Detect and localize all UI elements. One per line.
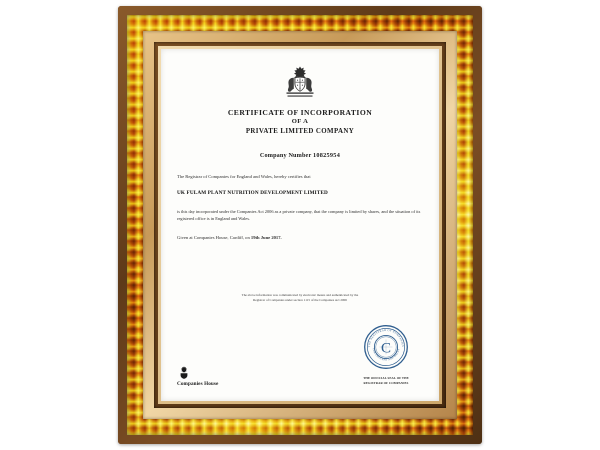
company-number-value: 10825954 <box>312 152 341 160</box>
certificate-title-line-1: CERTIFICATE OF INCORPORATION <box>227 108 373 117</box>
seal-caption-line-1: THE OFFICIAL SEAL OF THE <box>363 376 409 381</box>
official-seal <box>349 324 423 385</box>
companies-house-label: Companies House <box>177 381 219 387</box>
given-at-line <box>177 235 423 240</box>
certificate-content <box>161 49 439 401</box>
company-number-label: Company Number <box>259 152 312 160</box>
given-at-prefix: Given at Companies House, Cardiff, on <box>177 234 251 240</box>
svg-text:C: C <box>380 340 392 357</box>
given-at-date: 19th June 2017. <box>250 234 282 240</box>
official-seal-caption <box>349 376 423 385</box>
certificate-document <box>161 49 439 401</box>
footnote-line-1: The above information was communicated by electronic means and authenticated by the <box>241 293 359 297</box>
svg-text:THE REGISTRAR OF COMPANIES: THE REGISTRAR OF COMPANIES <box>367 329 405 348</box>
seal-caption-line-2: REGISTRAR OF COMPANIES <box>363 380 409 385</box>
svg-text:FOR ENGLAND AND WALES: FOR ENGLAND AND WALES <box>371 348 401 362</box>
certificate-title-line-2: OF A <box>291 118 309 126</box>
official-seal-icon <box>363 324 409 370</box>
electronic-authentication-footnote <box>183 293 417 304</box>
royal-coat-of-arms-icon <box>279 65 321 99</box>
certificate-title <box>177 108 423 136</box>
company-name: UK FULAM PLANT NUTRITION DEVELOPMENT LIMITED <box>177 189 328 196</box>
incorporation-body-text: is this day incorporated under the Companies Act 2006 as a private company, that the company is limited by shares, and the situation of its registered office is in England and Wales. <box>177 208 421 221</box>
registrar-statement: The Registrar of Companies for England and Wales, hereby certifies that <box>177 174 311 180</box>
companies-house-logo <box>177 366 218 387</box>
companies-house-crest-icon <box>178 366 190 379</box>
company-number-row <box>177 152 423 159</box>
picture-frame <box>118 6 482 444</box>
footnote-line-2: Registrar of Companies under section 1115 of the Companies Act 2006 <box>253 298 347 303</box>
certificate-title-line-3: PRIVATE LIMITED COMPANY <box>245 128 355 136</box>
